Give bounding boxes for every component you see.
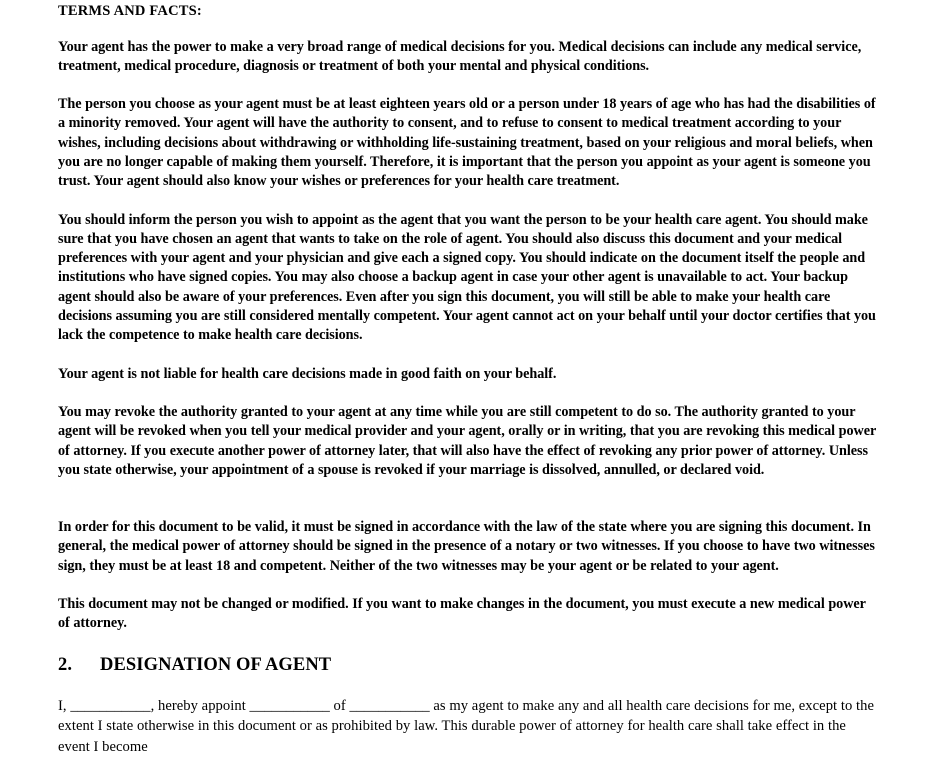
paragraph-designation-fill-in xyxy=(58,696,876,757)
document-body xyxy=(58,0,876,757)
agent-address-blank[interactable]: ___________ xyxy=(349,697,430,714)
spacer xyxy=(58,19,876,38)
paragraph-no-modification: This document may not be changed or modified. If you want to make changes in the document, you must execute a new medical power of attorney. xyxy=(58,596,866,632)
paragraph-agent-eligibility: The person you choose as your agent must be at least eighteen years old or a person under 18 years of age who has had the disabilities of a minority removed. Your agent will have the authority to consent, and to refuse to consent to medical treatment according to your wishes, including decisions about withdrawing or withholding life-sustaining treatment, based on your religious and moral beliefs, when you are no longer capable of making them yourself. Therefore, it is important that the person you appoint as your agent is someone you trust. Your agent should also know your wishes or preferences for your health care treatment. xyxy=(58,96,876,190)
section-heading-designation-of-agent xyxy=(58,653,876,677)
spacer xyxy=(58,677,876,696)
spacer xyxy=(58,346,876,365)
designation-text-part-2: , hereby appoint xyxy=(150,697,250,714)
paragraph-agent-powers: Your agent has the power to make a very broad range of medical decisions for you. Medical decisions can include any medical service, treatment, medical procedure, diagnosis or treatment of both your mental and physical conditions. xyxy=(58,38,862,74)
paragraph-revocation: You may revoke the authority granted to your agent at any time while you are still competent to do so. The authority granted to your agent will be revoked when you tell your medical provider and your agent, orally or in writing, that you are revoking this medical power of attorney. If you execute another power of attorney later, that will also have the effect of revoking any prior power of attorney. Unless you state otherwise, your appointment of a spouse is revoked if your marriage is dissolved, annulled, or declared void. xyxy=(58,403,876,478)
spacer xyxy=(58,76,876,95)
spacer xyxy=(58,576,876,595)
paragraph-inform-agent: You should inform the person you wish to appoint as the agent that you want the person to be your health care agent. You should make sure that you have chosen an agent that wants to take on the role of agent. You should also discuss this document and your medical preferences with your agent and your physician and give each a signed copy. You should indicate on the document itself the people and institutions who have signed copies. You may also choose a backup agent in case your other agent is unavailable to act. Your backup agent should also be aware of your preferences. Even after you sign this document, you will still be able to make your health care decisions assuming you are still considered mentally competent. Your agent cannot act on your behalf until your doctor certifies that you lack the competence to make health care decisions. xyxy=(58,211,876,344)
spacer xyxy=(58,634,876,653)
paragraph-agent-liability: Your agent is not liable for health care decisions made in good faith on your behalf. xyxy=(58,365,557,382)
spacer xyxy=(58,192,876,211)
principal-name-blank[interactable]: ___________ xyxy=(70,697,151,714)
agent-name-blank[interactable]: ___________ xyxy=(249,697,330,714)
designation-text-part-4: as my agent to make any and all health care decisions for me, except to the extent I state otherwise in this document or as prohibited by law. This durable power of attorney for health care shall take effect in the event I become xyxy=(58,697,874,755)
paragraph-validity-signing: In order for this document to be valid, it must be signed in accordance with the law of the state where you are signing this document. In general, the medical power of attorney should be signed in the presence of a notary or two witnesses. If you choose to have two witnesses sign, they must be at least 18 and competent. Neither of the two witnesses may be your agent or be related to your agent. xyxy=(58,519,875,574)
designation-text-part-3: of xyxy=(329,697,350,714)
spacer-large xyxy=(58,480,876,518)
section-title: DESIGNATION OF AGENT xyxy=(100,654,332,675)
section-number: 2. xyxy=(58,654,73,675)
spacer xyxy=(58,384,876,403)
terms-and-facts-heading: TERMS AND FACTS: xyxy=(58,3,202,19)
designation-text-part-1: I, xyxy=(58,697,71,714)
